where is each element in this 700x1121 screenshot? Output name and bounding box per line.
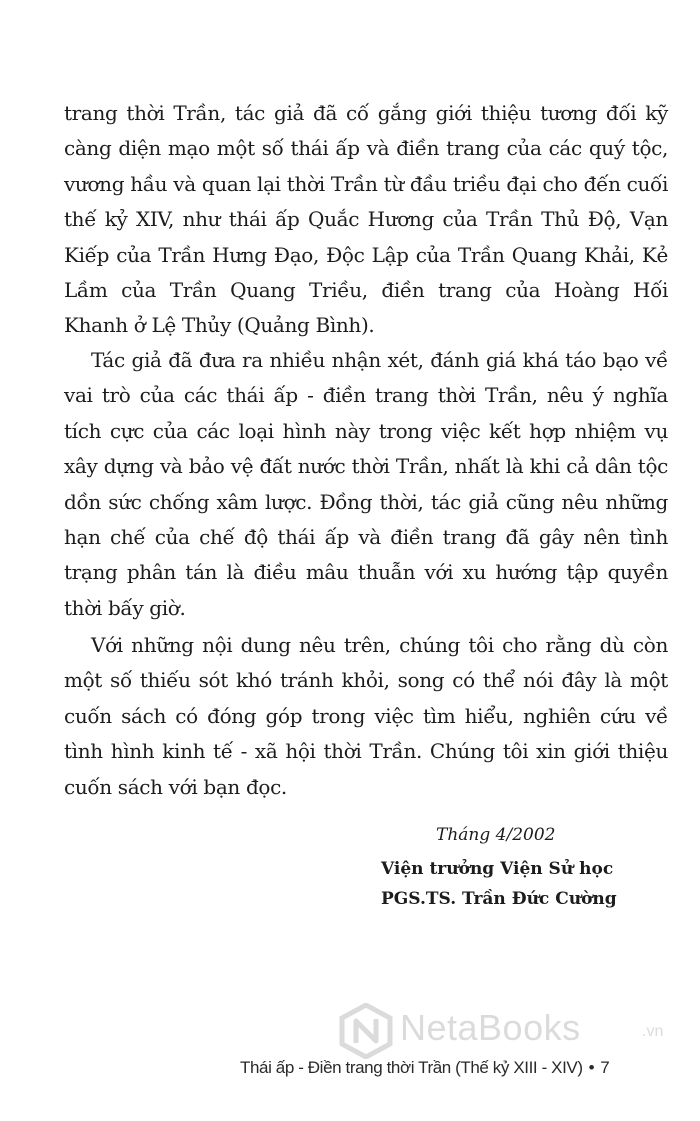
signature-date: Tháng 4/2002 — [436, 825, 556, 845]
netabooks-watermark — [338, 1001, 678, 1061]
body-paragraph-2: Tác giả đã đưa ra nhiều nhận xét, đánh giá khá táo bạo về vai trò của các thái ấp - điền trang thời Trần, nêu ý nghĩa tích cực của các loại hình này trong việc kết hợp nhiệm vụ xây dựng và bảo vệ đất nước thời Trần, nhất là khi cả dân tộc dồn sức chống xâm lược. Đồng thời, tác giả cũng nêu những hạn chế của chế độ thái ấp và điền trang đã gây nên tình trạng phân tán là điều mâu thuẫn với xu hướng tập quyền thời bấy giờ. — [64, 348, 668, 620]
watermark-brand: NetaBooks — [400, 1007, 581, 1048]
page-number: 7 — [600, 1058, 610, 1077]
netabooks-logo-icon — [338, 1003, 394, 1059]
footer-bullet: • — [588, 1058, 595, 1077]
body-paragraph-1: trang thời Trần, tác giả đã cố gắng giới thiệu tương đối kỹ càng diện mạo một số thái ấp và điền trang của các quý tộc, vương hầu và quan lại thời Trần từ đầu triều đại cho đến cuối thế kỷ XIV, như thái ấp Quắc Hương của Trần Thủ Độ, Vạn Kiếp của Trần Hưng Đạo, Độc Lập của Trần Quang Khải, Kẻ Lầm của Trần Quang Triều, điền trang của Hoàng Hối Khanh ở Lệ Thủy (Quảng Bình). — [64, 101, 668, 338]
watermark-suffix: .vn — [642, 1023, 664, 1040]
body-paragraph-3: Với những nội dung nêu trên, chúng tôi cho rằng dù còn một số thiếu sót khó tránh khỏi, song có thể nói đây là một cuốn sách có đóng góp trong việc tìm hiểu, nghiên cứu về tình hình kinh tế - xã hội thời Trần. Chúng tôi xin giới thiệu cuốn sách với bạn đọc. — [64, 633, 668, 799]
page-footer — [240, 1056, 640, 1080]
running-title: Thái ấp - Điền trang thời Trần (Thế kỷ XIII - XIV) — [240, 1058, 583, 1077]
signature-title: Viện trưởng Viện Sử học — [381, 859, 614, 879]
signature-name: PGS.TS. Trần Đức Cường — [381, 889, 617, 909]
